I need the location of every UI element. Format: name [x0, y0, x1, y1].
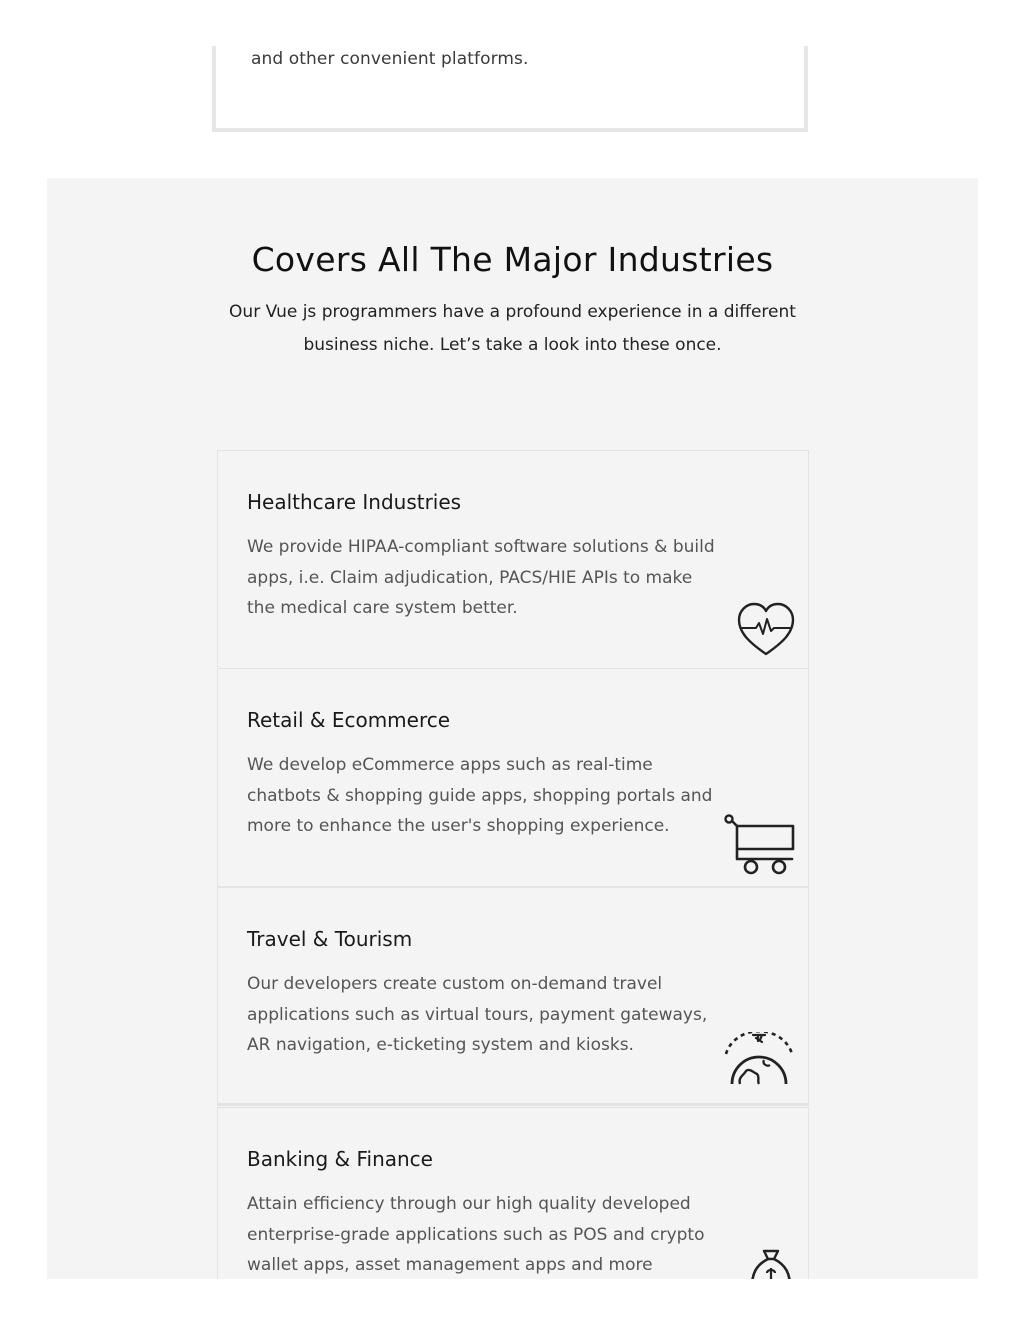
- industry-card-healthcare: [217, 450, 809, 669]
- card-description: We develop eCommerce apps such as real-time chatbots & shopping guide apps, shopping portals and more to enhance the user's shopping experience.: [247, 755, 713, 836]
- card-title: Healthcare Industries: [247, 490, 462, 514]
- previous-card-mask: [212, 0, 808, 46]
- section-title: Covers All The Major Industries: [251, 240, 774, 279]
- money-bag-icon: [746, 1248, 796, 1279]
- section-subtitle: Our Vue js programmers have a profound experience in a different business niche. Let’s take a look into these once.: [229, 302, 796, 355]
- card-description: We provide HIPAA-compliant software solutions & build apps, i.e. Claim adjudication, PACS/HIE APIs to make the medical care system better.: [247, 537, 715, 618]
- heart-pulse-icon: [736, 601, 796, 657]
- globe-plane-icon: [722, 1032, 796, 1086]
- card-title: Travel & Tourism: [247, 927, 413, 951]
- card-title: Banking & Finance: [247, 1147, 433, 1171]
- industry-card-banking: [217, 1107, 809, 1279]
- card-title: Retail & Ecommerce: [247, 708, 451, 732]
- card-description: Our developers create custom on-demand travel applications such as virtual tours, payment gateways, AR navigation, e-ticketing system and kiosks.: [247, 974, 708, 1055]
- industries-section: [47, 178, 978, 1279]
- industry-card-retail: [217, 668, 809, 887]
- card-description: Attain efficiency through our high quality developed enterprise-grade applications such as POS and crypto wallet apps, asset management apps and more: [247, 1194, 705, 1275]
- shopping-cart-icon: [724, 814, 796, 876]
- previous-card-text: and other convenient platforms.: [251, 49, 529, 69]
- industry-card-travel: [217, 887, 809, 1106]
